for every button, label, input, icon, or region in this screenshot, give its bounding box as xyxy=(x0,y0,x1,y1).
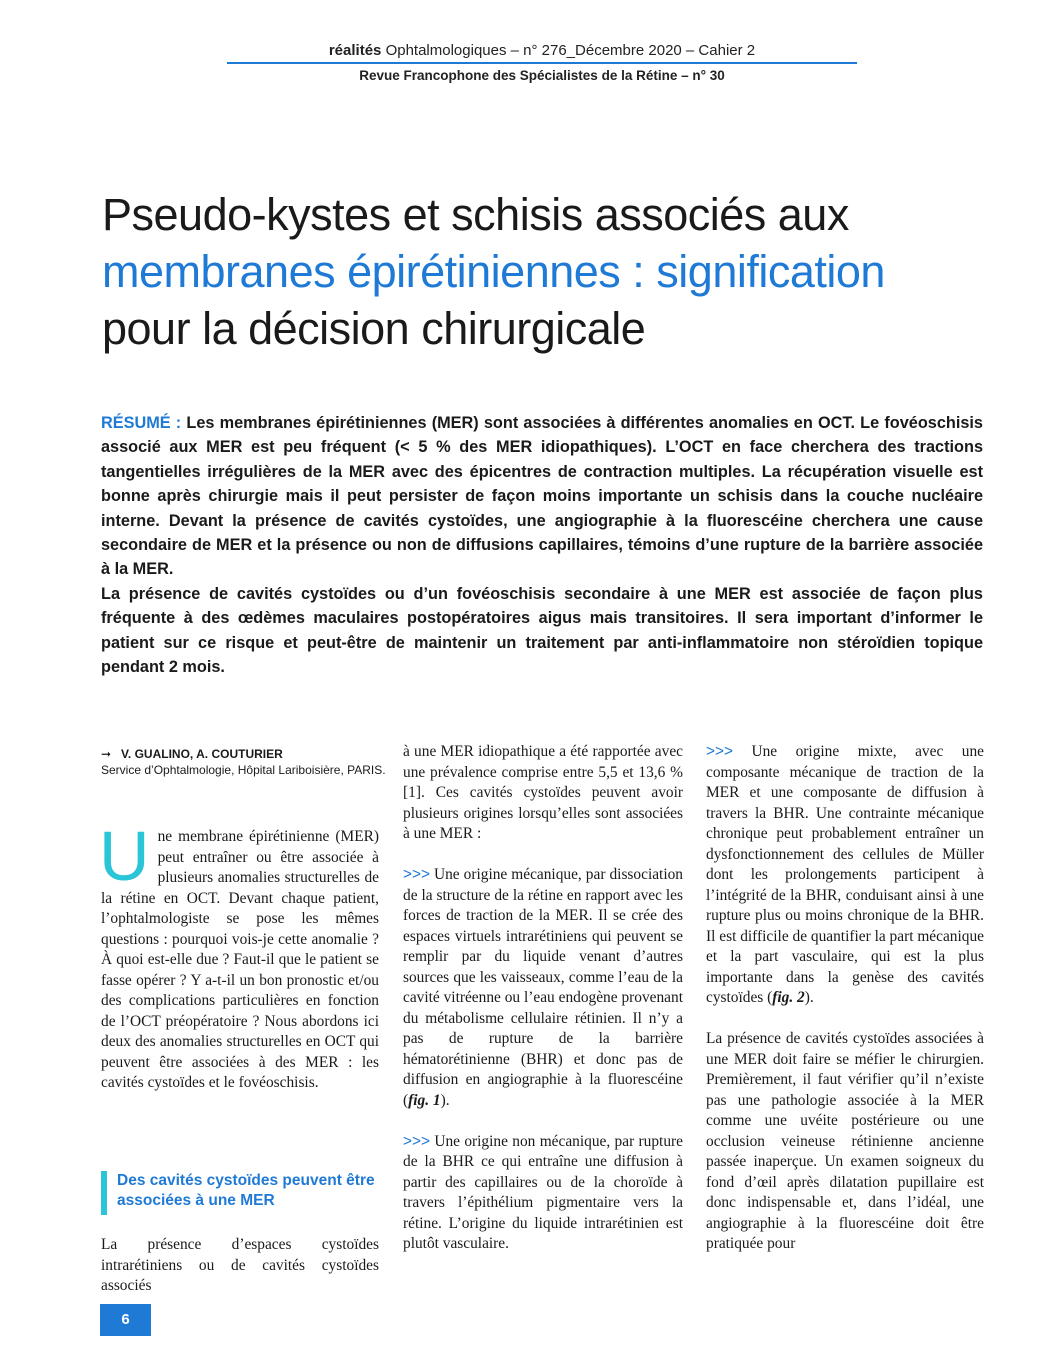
section-paragraph-start: La présence d’espaces cystoïdes intrarétiniens ou de cavités cystoïdes associés xyxy=(101,1236,379,1294)
col3-paragraph-1: >>> Une origine mixte, avec une composante mécanique de traction de la MER et une composante de diffusion à travers la BHR. Une contrainte mécanique chronique peut probablement entraîner un dysfonctionnement des cellules de Müller dont les prolongements participent à l’intégrité de la BHR, conduisant ainsi à une rupture plus ou moins chronique de la BHR. Il est difficile de quantifier la part mécanique et la part vasculaire, qui est la plus importante dans la genèse des cavités cystoïdes (fig. 2). xyxy=(706,743,984,1006)
list-marker: >>> xyxy=(403,866,430,883)
authors-block xyxy=(101,746,401,778)
list-marker: >>> xyxy=(706,743,733,760)
column-2 xyxy=(403,742,683,1255)
column-1-tail xyxy=(101,1235,379,1297)
list-marker: >>> xyxy=(403,1132,430,1150)
author-affiliation: Service d’Ophtalmologie, Hôpital Lariboisière, PARIS. xyxy=(101,763,386,777)
section-heading: Des cavités cystoïdes peuvent être associées à une MER xyxy=(101,1171,381,1215)
author-names: V. GUALINO, A. COUTURIER xyxy=(121,747,283,761)
col3-paragraph-2: La présence de cavités cystoïdes associées à une MER doit faire se méfier le chirurgien. Premièrement, il faut vérifier qu’il n’existe pas une pathologie associée à la MER comme une uvéite postérieure ou une occlusion veineuse rétinienne ancienne passée inaperçue. Un examen soigneux du fond d’œil après dilatation pupillaire est donc indispensable et, dans l’idéal, une angiographie à la fluorescéine doit être pratiquée pour xyxy=(706,1030,984,1252)
page-number: 6 xyxy=(100,1304,151,1336)
journal-issue: Ophtalmologiques – n° 276_Décembre 2020 – Cahier 2 xyxy=(385,42,756,59)
arrow-icon: ➞ xyxy=(101,747,112,761)
title-line-3: pour la décision chirurgicale xyxy=(102,303,646,354)
col2-paragraph-1: à une MER idiopathique a été rapportée avec une prévalence comprise entre 5,5 et 13,6 % [1]. Ces cavités cystoïdes peuvent avoir plusieurs origines lorsqu’elles sont associées à une MER : xyxy=(403,743,683,842)
abstract-paragraph-1 xyxy=(101,411,983,582)
journal-header xyxy=(227,42,857,59)
abstract xyxy=(101,411,983,679)
abstract-label: RÉSUMÉ : xyxy=(101,414,182,432)
intro-text: ne membrane épirétinienne (MER) peut entraîner ou être associée à plusieurs anomalies structurelles de la rétine en OCT. Devant chaque patient, l’ophtalmologiste se pose les mêmes questions : pourquoi vois-je cette anomalie ? À quoi est-elle due ? Faut-il que le patient se fasse opérer ? Y a-t-il un bon pronostic et/ou des complications particulières en fonction de l’OCT préopératoire ? Nous abordons ici deux des anomalies structurelles en OCT qui peuvent être associées à des MER : les cavités cystoïdes et le fovéoschisis. xyxy=(101,828,379,1091)
title-line-2: membranes épirétiniennes : signification xyxy=(102,246,885,297)
journal-subtitle: Revue Francophone des Spécialistes de la Rétine – n° 30 xyxy=(359,68,725,83)
abstract-text-1: Les membranes épirétiniennes (MER) sont associées à différentes anomalies en OCT. Le fovéoschisis associé aux MER est peu fréquent (< 5 % des MER idiopathiques). L’OCT en face cherchera des tractions tangentielles irrégulières de la MER avec des épicentres de contraction multiples. La récupération visuelle est bonne après chirurgie mais il peut persister de façon moins importante un schisis dans la couche nucléaire interne. Devant la présence de cavités cystoïdes, une angiographie à la fluorescéine cherchera une cause secondaire de MER et la présence ou non de diffusions capillaires, témoins d’une rupture de la barrière associée à la MER. xyxy=(101,414,983,579)
header-rule xyxy=(227,62,857,64)
figure-ref-1: fig. 1 xyxy=(408,1091,441,1109)
figure-ref-2: fig. 2 xyxy=(772,989,805,1006)
column-3 xyxy=(706,742,984,1255)
column-1 xyxy=(99,817,379,1094)
abstract-paragraph-2: La présence de cavités cystoïdes ou d’un fovéoschisis secondaire à une MER est associée de façon plus fréquente à des œdèmes maculaires postopératoires aigus mais transitoires. Il sera important d’informer le patient sur ce risque et peut-être de maintenir un traitement par anti-inflammatoire non stéroïdien topique pendant 2 mois. xyxy=(101,584,983,677)
col2-paragraph-2: >>> Une origine mécanique, par dissociation de la structure de la rétine en rapport avec les forces de traction de la MER. Il se crée des espaces virtuels intrarétiniens qui peuvent se remplir par du liquide venant d’autres sources que les vaisseaux, comme l’eau de la cavité vitréenne ou l’eau endogène provenant du métabolisme cellulaire rétinien. Il n’y a pas de rupture de la barrière hématorétinienne (BHR) et donc pas de diffusion en angiographie à la fluorescéine (fig. 1). xyxy=(403,866,683,1109)
col2-paragraph-3: >>> Une origine non mécanique, par rupture de la BHR ce qui entraîne une diffusion à partir des capillaires ou de la choroïde à travers l’épithélium pigmentaire vers la rétine. L’origine du liquide intrarétinien est plutôt vasculaire. xyxy=(403,1132,683,1252)
journal-brand: réalités xyxy=(328,42,382,59)
drop-cap: U xyxy=(99,817,150,895)
article-title xyxy=(102,186,1002,357)
intro-paragraph xyxy=(99,817,379,1094)
title-line-1: Pseudo-kystes et schisis associés aux xyxy=(102,189,849,240)
